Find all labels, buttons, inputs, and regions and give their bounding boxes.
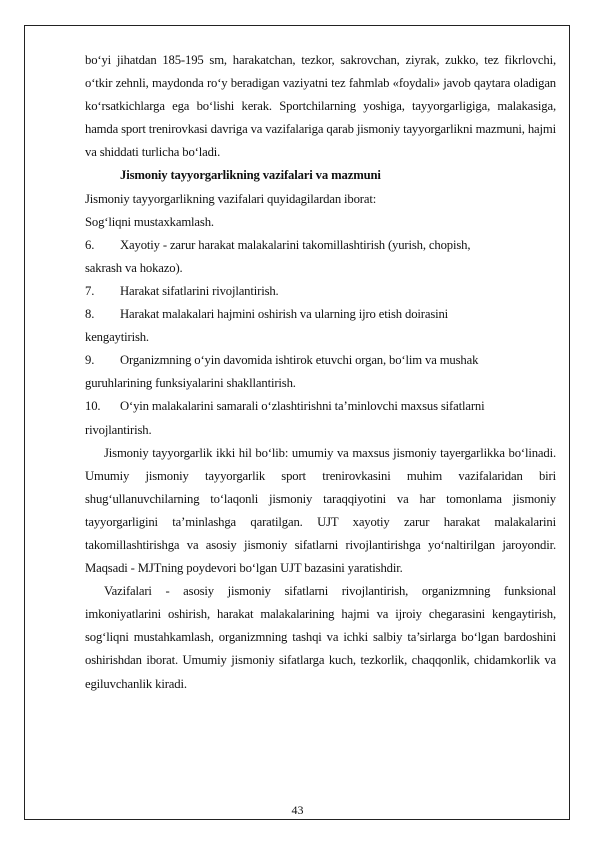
list-item-text: Harakat malakalari hajmini oshirish va ularning ijro etish doirasini: [120, 307, 449, 322]
list-item-text: O‘yin malakalarini samarali o‘zlashtirishni ta’minlovchi maxsus sifatlarni: [120, 399, 485, 414]
list-item-text: Harakat sifatlarini rivojlantirish.: [120, 283, 279, 298]
health-line: Sog‘liqni mustaxkamlash.: [85, 214, 214, 229]
list-item-number: 7.: [85, 283, 95, 298]
training-types-paragraph: Jismoniy tayyorgarlik ikki hil bo‘lib: umumiy va maxsus jismoniy tayergarlikka bo‘linadi. Umumiy jismoniy tayyorgarlik sport trenirovkasini muhim vazifalaridan biri shug‘ullanuvchilarning to‘laqonli jismoniy taraqqiyotini va har tomonlama jismoniy tayyorgarligini ta’minlashga qaratilgan. UJT xayotiy zarur harakat malakalarini takomillashtirishga va asosiy jismoniy sifatlarni rivojlantirishga yo‘naltirilgan jaroyondir. Maqsadi - MJTning poydevori bo‘lgan UJT bazasini yaratishdir.: [85, 445, 556, 576]
list-item-text: Xayotiy - zarur harakat malakalarini takomillashtirish (yurish, chopish,: [120, 237, 471, 252]
page-body: [85, 49, 556, 696]
list-item-number: 9.: [85, 353, 95, 368]
section-heading: Jismoniy tayyorgarlikning vazifalari va mazmuni: [120, 168, 381, 183]
list-item: [85, 234, 556, 280]
list-item-continuation: rivojlantirish.: [85, 422, 152, 437]
intro-paragraph: bo‘yi jihatdan 185-195 sm, harakatchan, tezkor, sakrovchan, ziyrak, zukko, tez fikrlovchi, o‘tkir zehnli, maydonda ro‘y beradigan vaziyatni tez fahmlab «foydali» javob qaytara oladigan ko‘rsatkichlarga ega bo‘lishi kerak. Sportchilarning yoshiga, tayyorgarligiga, malakasiga, hamda sport trenirovkasi davriga va vazifalariga qarab jismoniy tayyorgarlikni mazmuni, hajmi va shiddati turlicha bo‘ladi.: [85, 53, 556, 160]
list-item-continuation: guruhlarining funksiyalarini shakllantirish.: [85, 376, 296, 391]
list-item-text: Organizmning o‘yin davomida ishtirok etuvchi organ, bo‘lim va mushak: [120, 353, 479, 368]
list-item: [85, 395, 556, 441]
list-item: [85, 280, 556, 303]
list-item-continuation: sakrash va hokazo).: [85, 260, 183, 275]
list-item-number: 8.: [85, 307, 95, 322]
tasks-intro-line: Jismoniy tayyorgarlikning vazifalari quyidagilardan iborat:: [85, 191, 377, 206]
list-item: [85, 349, 556, 395]
page-number: 43: [291, 803, 304, 817]
list-item: [85, 303, 556, 349]
list-item-continuation: kengaytirish.: [85, 330, 149, 345]
list-item-number: 6.: [85, 237, 95, 252]
tasks-paragraph: Vazifalari - asosiy jismoniy sifatlarni rivojlantirish, organizmning funksional imkoniyatlarini oshirish, harakat malakalarining hajmi va ijroiy chegarasini kengaytirish, sog‘liqni mustahkamlash, organizmning tashqi va ichki salbiy ta’sirlarga bo‘lgan bardoshini oshirishdan iborat. Umumiy jismoniy sifatlarga kuch, tezkorlik, chaqqonlik, chidamkorlik va egiluvchanlik kiradi.: [85, 584, 556, 691]
numbered-list: [85, 234, 556, 442]
list-item-number: 10.: [85, 399, 101, 414]
